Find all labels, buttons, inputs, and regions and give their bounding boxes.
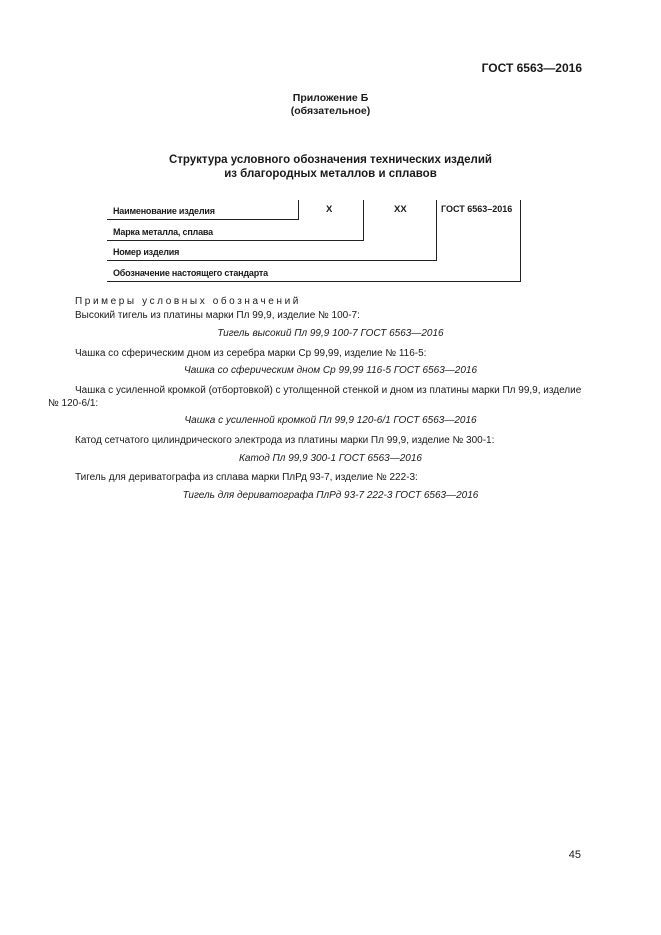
row-line-2 [107,240,363,241]
example-2-designation: Чашка со сферическим дном Ср 99,99 116-5 ГОСТ 6563—2016 [183,365,478,376]
row-line-1 [107,219,298,220]
row-label-standard-designation: Обозначение настоящего стандарта [113,268,268,278]
row-label-metal-grade: Марка металла, сплава [113,227,213,237]
col-line-4 [520,200,521,282]
example-3-text-line2: № 120-6/1: [48,398,99,409]
example-3-designation: Чашка с усиленной кромкой Пл 99,9 120-6/1 ГОСТ 6563—2016 [184,415,477,426]
document-standard-header: ГОСТ 6563—2016 [481,61,582,75]
example-1-text: Высокий тигель из платины марки Пл 99,9, изделие № 100-7: [75,310,360,321]
example-5-text: Тигель для дериватографа из сплава марки ПлРд 93-7, изделие № 222-3: [75,472,418,483]
row-line-4 [107,281,521,282]
annex-subtitle: (обязательное) [290,105,371,117]
row-line-3 [107,260,436,261]
page-number: 45 [568,849,581,861]
example-1-designation: Тигель высокий Пл 99,9 100-7 ГОСТ 6563—2016 [217,328,444,339]
column-xx: XX [394,204,407,215]
example-3-text-line1: Чашка с усиленной кромкой (отбортовкой) с утолщенной стенкой и дном из платины марки Пл 99,9, изделие [75,385,582,396]
example-4-designation: Катод Пл 99,9 300-1 ГОСТ 6563—2016 [239,453,422,464]
column-x: X [326,204,333,215]
designation-structure-diagram [0,0,661,300]
row-label-product-name: Наименование изделия [113,206,215,216]
structure-title-line1: Структура условного обозначения технических изделий [168,154,493,166]
annex-title: Приложение Б [292,92,369,104]
example-4-text: Катод сетчатого цилиндрического электрода из платины марки Пл 99,9, изделие № 300-1: [75,435,495,446]
example-2-text: Чашка со сферическим дном из серебра марки Ср 99,99, изделие № 116-5: [75,348,427,359]
col-line-1 [298,200,299,220]
column-standard: ГОСТ 6563–2016 [441,204,513,214]
row-label-product-number: Номер изделия [113,247,180,257]
example-5-designation: Тигель для дериватографа ПлРд 93-7 222-3 ГОСТ 6563—2016 [182,490,479,501]
col-line-3 [436,200,437,261]
col-line-2 [363,200,364,241]
examples-heading: Примеры условных обозначений [75,296,301,307]
structure-title-line2: из благородных металлов и сплавов [224,168,437,180]
